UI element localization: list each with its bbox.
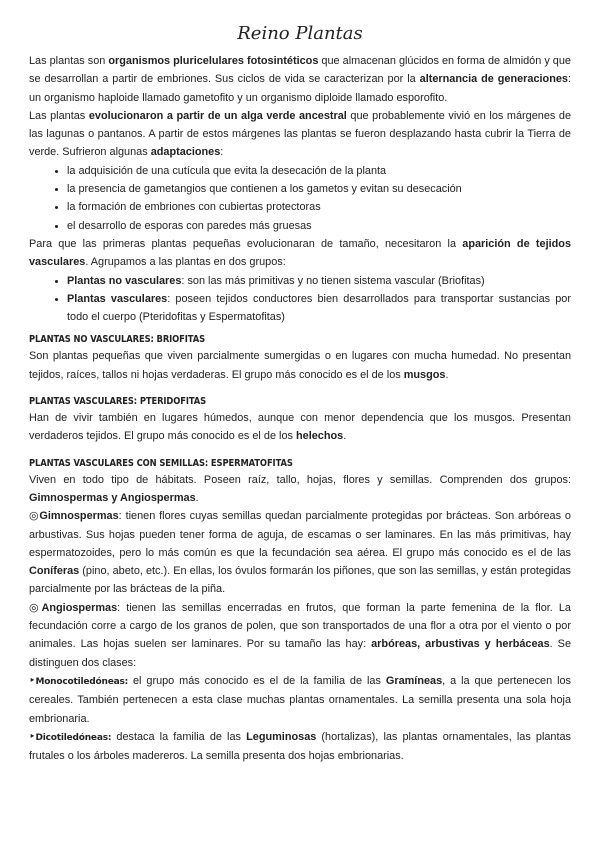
text: . Se distinguen dos clases:	[29, 638, 572, 669]
text: , a la que pertenecen los cereales. También pertenecen a esta clase muchas plantas ornamentales. La semilla presenta una sola hoja embrionaria.	[29, 674, 572, 725]
text: Son plantas pequeñas que viven parcialmente sumergidas o en lugares con mucha humedad. No presentan tejidos, raíces, tallos ni hojas verdaderas. El grupo más conocido es el de los	[29, 350, 571, 381]
bold-text: arbóreas, arbustivas y herbáceas	[371, 638, 550, 651]
text: : son las más primitivas y no tienen sistema vascular (Briofitas)	[181, 274, 485, 287]
bold-text: Plantas vasculares	[67, 292, 168, 305]
adaptations-list	[29, 162, 571, 235]
text: que almacenan glúcidos en forma de almidón y que se desarrollan a partir de embriones. Sus ciclos de vida se caracterizan por la	[29, 55, 571, 86]
list-item: • el desarrollo de esporas con paredes más gruesas	[67, 217, 571, 235]
bold-text: Coníferas	[29, 565, 80, 578]
bold-text: Gimnospermas	[39, 510, 119, 523]
intro-paragraph-3	[29, 235, 571, 272]
text: : un organismo haploide llamado gametofito y un organismo diploide llamado esporofito.	[29, 73, 571, 104]
bold-text: Leguminosas	[246, 730, 317, 743]
text: Han de vivir también en lugares húmedos, aunque con menor dependencia que los musgos. Presentan verdaderos tejidos. El grupo más conocido es el de los	[29, 412, 571, 443]
text: Las plantas son	[29, 55, 109, 67]
espermatofitas-paragraph	[29, 471, 571, 508]
section-heading-espermatofitas: PLANTAS VASCULARES CON SEMILLAS: ESPERMATOFITAS	[29, 457, 293, 469]
bold-text: Monocotiledóneas:	[35, 676, 129, 687]
list-item	[67, 272, 571, 290]
target-icon: ◎	[29, 601, 42, 614]
text: destaca la familia de las	[111, 730, 247, 743]
bold-text: Dicotiledóneas:	[35, 732, 112, 743]
text: : poseen tejidos conductores bien desarrollados para transportar sustancias por todo el cuerpo (Pteridofitas y Espermatofitas)	[67, 292, 571, 324]
bold-text: Angiospermas	[41, 601, 118, 614]
text: (pino, abeto, etc.). En ellas, los óvulos formarán los piñones, que son las semillas, y están protegidas parcialmente por las brácteas de la piña.	[29, 565, 571, 596]
list-item: • la formación de embriones con cubiertas protectoras	[67, 198, 571, 216]
bold-text: Gramíneas	[385, 674, 443, 687]
triangle-bullet-icon: ‣	[29, 730, 36, 743]
target-icon: ◎	[29, 510, 40, 523]
page-title: Reino Plantas	[237, 23, 363, 44]
text: : tienen las semillas encerradas en frutos, que forman la parte femenina de la flor. La fecundación corre a cargo de los granos de polen, que son transportados de una flor a otra por el viento o por animales. Las hojas suelen ser laminares. Por su tamaño las hay:	[29, 601, 571, 651]
dicotiledoneas-paragraph	[29, 728, 571, 766]
bold-text: organismos pluricelulares fotosintéticos	[108, 55, 319, 67]
text: . Agrupamos a las plantas en dos grupos:	[85, 256, 286, 269]
text: Viven en todo tipo de hábitats. Poseen raíz, tallo, hojas, flores y semillas. Comprenden dos grupos:	[29, 473, 571, 486]
bold-text: evolucionaron a partir de un alga verde ancestral	[88, 109, 347, 122]
intro-paragraph-2	[29, 107, 571, 162]
list-item: • la adquisición de una cutícula que evita la desecación de la planta	[67, 162, 571, 180]
text: .	[343, 430, 347, 443]
list-item	[67, 290, 571, 327]
text: (hortalizas), las plantas ornamentales, las plantas frutales o los árboles madereros. La semilla presenta dos hojas embrionarias.	[29, 730, 572, 763]
text: .	[445, 368, 449, 381]
intro-paragraph-1	[29, 52, 571, 107]
text: que probablemente vivió en los márgenes de las lagunas o pantanos. A partir de estos márgenes las plantas se fueron desplazando hasta cubrir la Tierra de verde. Sufrieron algunas	[29, 109, 572, 159]
bold-text: musgos	[403, 368, 446, 381]
groups-list	[29, 272, 571, 327]
triangle-bullet-icon: ‣	[29, 674, 36, 687]
pteridofitas-paragraph	[29, 409, 571, 446]
section-heading-pteridofitas: PLANTAS VASCULARES: PTERIDOFITAS	[29, 396, 207, 408]
bold-text: aparición de tejidos vasculares	[29, 237, 571, 269]
bold-text: Plantas no vasculares	[67, 274, 182, 287]
angiospermas-paragraph	[29, 599, 571, 672]
text: :	[220, 146, 224, 159]
text: Las plantas	[29, 109, 89, 122]
briofitas-paragraph	[29, 347, 571, 384]
text: : tienen flores cuyas semillas quedan parcialmente protegidas por brácteas. Son arbóreas o arbustivas. Sus hojas pueden tener forma de aguja, de escamas o ser laminares. En las más primitivas, hay espermatozoides, pero lo más común es que la fecundación sea aérea. El grupo más conocido es el de las	[29, 510, 571, 559]
bold-text: Gimnospermas y Angiospermas	[29, 491, 196, 504]
text: Para que las primeras plantas pequeñas evolucionaran de tamaño, necesitaron la	[29, 237, 463, 250]
bold-text: helechos	[295, 430, 344, 443]
bold-text: adaptaciones	[150, 146, 221, 159]
section-heading-briofitas: PLANTAS NO VASCULARES: BRIOFITAS	[29, 334, 205, 346]
list-item: • la presencia de gametangios que contienen a los gametos y evitan su desecación	[67, 180, 571, 198]
gimnospermas-paragraph	[29, 507, 571, 598]
text: .	[195, 491, 199, 504]
text: el grupo más conocido es el de la familia de las	[128, 674, 386, 687]
bold-text: alternancia de generaciones	[419, 73, 568, 86]
monocotiledoneas-paragraph	[29, 672, 571, 728]
